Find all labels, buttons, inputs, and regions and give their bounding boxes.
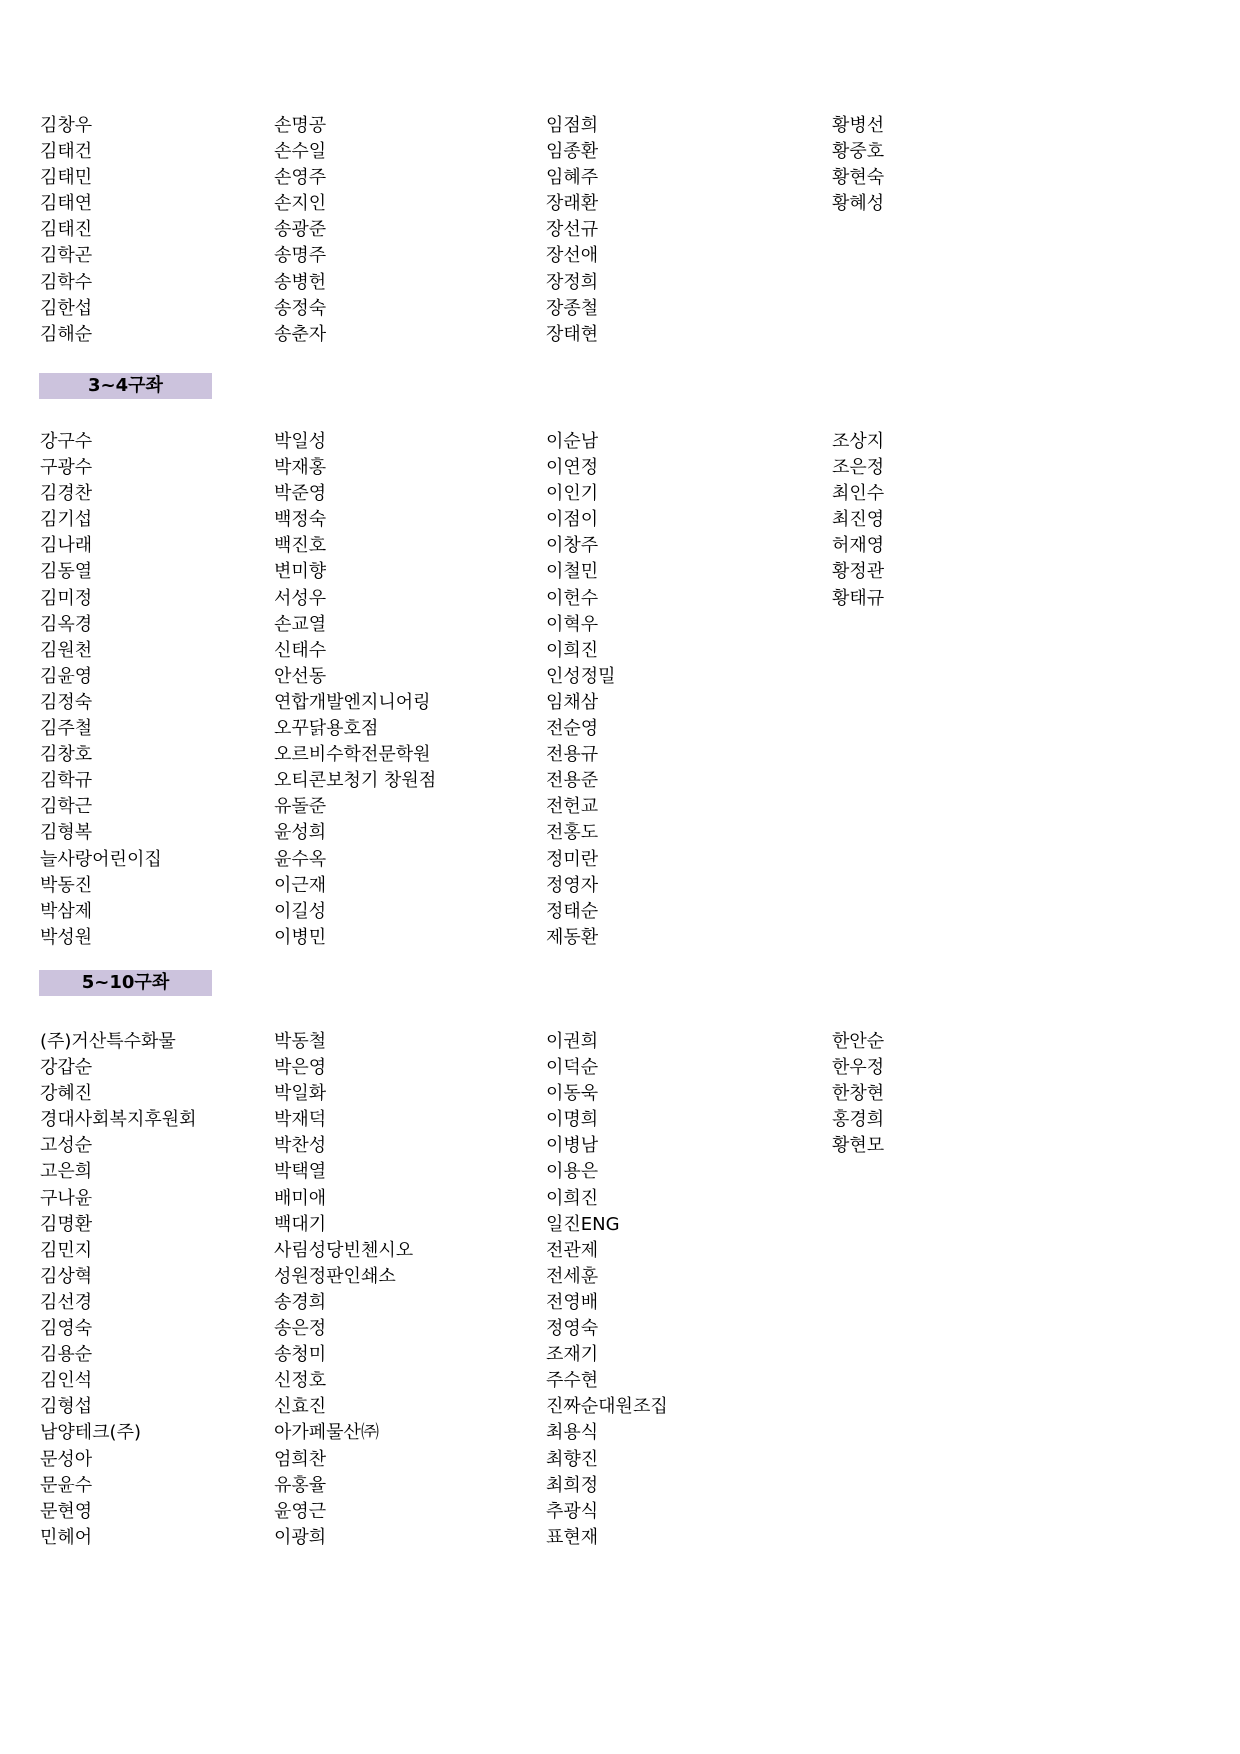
name-entry: 손수일 [274,141,327,163]
name-entry: 박삼제 [40,900,93,922]
name-entry [832,296,1032,322]
name-entry: 전영배 [546,1291,599,1313]
name-entry [832,1212,1032,1238]
name-entry: 손교열 [274,613,327,635]
name-entry: 아가페물산㈜ [274,1422,379,1444]
name-entry: 김정숙 [40,691,93,713]
name-entry: 김한섭 [40,297,93,319]
name-entry: 이덕순 [546,1057,599,1079]
name-entry: 표현재 [546,1526,599,1548]
name-entry: 윤영근 [274,1500,327,1522]
name-entry: 유홍율 [274,1474,327,1496]
name-entry: 문성아 [40,1448,93,1470]
name-entry: 신정호 [274,1370,327,1392]
name-entry: 늘사랑어린이집 [40,848,162,870]
name-entry: 전헌교 [546,796,599,818]
name-entry: 김동열 [40,561,93,583]
name-entry: 손영주 [274,167,327,189]
name-list-section-1 [40,113,1032,348]
name-entry: 장래환 [546,193,599,215]
name-entry: 구나윤 [40,1187,93,1209]
name-entry: 전관제 [546,1239,599,1261]
name-entry: 오르비수학전문학원 [274,744,431,766]
name-entry [832,820,1032,846]
name-entry: 문현영 [40,1500,93,1522]
section-header-3-4: 3~4구좌 [39,373,212,399]
name-entry: 제동환 [546,926,599,948]
name-entry: 조재기 [546,1344,599,1366]
name-entry: 송경희 [274,1291,327,1313]
name-entry: 박성원 [40,926,93,948]
name-entry [832,243,1032,269]
name-entry: 박준영 [274,483,327,505]
name-entry [832,1186,1032,1212]
name-entry [832,690,1032,716]
name-entry: 백정숙 [274,509,327,531]
name-entry: 김인석 [40,1370,93,1392]
name-entry: 한안순 [832,1031,885,1052]
name-entry: 전세훈 [546,1265,599,1287]
name-entry: 민헤어 [40,1526,93,1548]
name-entry: 송명주 [274,245,327,267]
name-entry: 전용규 [546,744,599,766]
name-entry: 임점희 [546,115,599,136]
name-entry: 장선규 [546,219,599,241]
name-entry: 김상혁 [40,1265,93,1287]
name-entry: 황현모 [832,1135,885,1157]
name-entry [832,1394,1032,1420]
name-entry: 김태민 [40,167,93,189]
name-entry: 오꾸닭용호점 [274,718,379,740]
name-entry [832,794,1032,820]
name-entry [832,768,1032,794]
name-entry [832,1264,1032,1290]
name-entry: 김영숙 [40,1318,93,1340]
name-entry [832,899,1032,925]
name-entry: 최용식 [546,1422,599,1444]
name-entry: 주수현 [546,1370,599,1392]
name-entry: 남양테크(주) [40,1422,141,1444]
name-entry: 송은정 [274,1318,327,1340]
name-entry: 이순남 [546,431,599,452]
name-entry: 이길성 [274,900,327,922]
name-entry: 이병민 [274,926,327,948]
name-entry: 김원천 [40,639,93,661]
name-entry [832,1238,1032,1264]
name-entry: 김용순 [40,1344,93,1366]
name-entry: 임종환 [546,141,599,163]
name-entry: 서성우 [274,587,327,609]
name-entry: 이광희 [274,1526,327,1548]
name-entry: 김선경 [40,1291,93,1313]
name-entry: 김학규 [40,770,93,792]
name-entry: 김미정 [40,587,93,609]
name-entry [832,1159,1032,1185]
name-entry: 손명공 [274,115,327,136]
name-entry: 김옥경 [40,613,93,635]
name-entry: 김기섭 [40,509,93,531]
name-entry: 한창현 [832,1083,885,1105]
name-entry: 정영자 [546,874,599,896]
name-entry: 박일성 [274,431,327,452]
name-entry: 윤성희 [274,822,327,844]
name-entry [832,1342,1032,1368]
name-entry: 홍경희 [832,1109,885,1131]
name-entry: 연합개발엔지니어링 [274,691,431,713]
name-entry: 신효진 [274,1396,327,1418]
name-entry: 김학근 [40,796,93,818]
name-entry: 이헌수 [546,587,599,609]
name-entry: 문윤수 [40,1474,93,1496]
name-entry: 임채삼 [546,691,599,713]
name-entry: 오티콘보청기 창원점 [274,770,437,792]
name-entry: 인성정밀 [546,665,616,687]
name-entry: 정태순 [546,900,599,922]
name-entry [832,847,1032,873]
name-entry: 박찬성 [274,1135,327,1157]
name-entry: 박택열 [274,1161,327,1183]
name-entry: 이혁우 [546,613,599,635]
name-entry: 최희정 [546,1474,599,1496]
name-entry: 신태수 [274,639,327,661]
name-entry [832,1420,1032,1446]
name-entry: 황현숙 [832,167,885,189]
name-entry: 황중호 [832,141,885,163]
name-entry [832,322,1032,348]
name-entry: 강혜진 [40,1083,93,1105]
name-entry: 이희진 [546,639,599,661]
name-entry: (주)거산특수화물 [40,1031,176,1052]
name-entry: 김창호 [40,744,93,766]
name-entry: 박동철 [274,1031,327,1052]
name-entry: 김태진 [40,219,93,241]
name-entry: 이명희 [546,1109,599,1131]
name-entry [832,638,1032,664]
name-entry: 김형섭 [40,1396,93,1418]
name-entry [832,1368,1032,1394]
name-entry: 장선애 [546,245,599,267]
name-entry: 김형복 [40,822,93,844]
name-entry: 성원정판인쇄소 [274,1265,396,1287]
name-entry: 김명환 [40,1213,93,1235]
name-entry: 백대기 [274,1213,327,1235]
name-entry: 이용은 [546,1161,599,1183]
name-entry: 변미향 [274,561,327,583]
name-entry: 이권희 [546,1031,599,1052]
name-entry: 전용준 [546,770,599,792]
name-entry [832,1316,1032,1342]
name-entry: 박재홍 [274,457,327,479]
name-entry: 황정관 [832,561,885,583]
name-entry: 사림성당빈첸시오 [274,1239,414,1261]
name-entry: 황태규 [832,587,885,609]
name-entry: 임혜주 [546,167,599,189]
name-entry: 전홍도 [546,822,599,844]
name-entry: 송광준 [274,219,327,241]
name-entry [832,664,1032,690]
name-entry: 조은정 [832,457,885,479]
name-entry: 송병헌 [274,271,327,293]
name-entry: 김학곤 [40,245,93,267]
name-entry: 김태연 [40,193,93,215]
name-entry: 유돌준 [274,796,327,818]
name-entry: 허재영 [832,535,885,557]
name-entry: 윤수옥 [274,848,327,870]
name-entry: 최진영 [832,509,885,531]
name-entry: 김창우 [40,115,93,136]
name-entry: 최향진 [546,1448,599,1470]
name-entry: 이철민 [546,561,599,583]
name-entry: 강구수 [40,431,93,452]
name-entry: 고성순 [40,1135,93,1157]
name-entry: 김주철 [40,718,93,740]
name-entry [832,925,1032,951]
name-entry: 이동욱 [546,1083,599,1105]
name-list-section-3-4 [40,429,1032,951]
name-entry: 김학수 [40,271,93,293]
name-entry: 이점이 [546,509,599,531]
name-entry: 백진호 [274,535,327,557]
name-entry [832,217,1032,243]
name-entry: 박재덕 [274,1109,327,1131]
name-entry: 이연정 [546,457,599,479]
name-entry: 배미애 [274,1187,327,1209]
name-entry: 안선동 [274,665,327,687]
name-entry: 장태현 [546,323,599,345]
section-header-5-10: 5~10구좌 [39,970,212,996]
name-entry: 최인수 [832,483,885,505]
name-entry: 황병선 [832,115,885,136]
name-entry: 황혜성 [832,193,885,215]
name-entry: 경대사회복지후원회 [40,1109,197,1131]
name-entry: 김민지 [40,1239,93,1261]
name-entry: 김경찬 [40,483,93,505]
name-entry: 박은영 [274,1057,327,1079]
name-entry: 이병남 [546,1135,599,1157]
name-entry: 김윤영 [40,665,93,687]
name-entry: 송정숙 [274,297,327,319]
name-entry: 한우정 [832,1057,885,1079]
name-entry: 조상지 [832,431,885,452]
name-entry: 장정희 [546,271,599,293]
name-entry: 구광수 [40,457,93,479]
name-entry [832,612,1032,638]
name-entry: 추광식 [546,1500,599,1522]
name-entry [832,1290,1032,1316]
name-entry: 이인기 [546,483,599,505]
name-entry: 손지인 [274,193,327,215]
name-entry: 김나래 [40,535,93,557]
name-entry: 김태건 [40,141,93,163]
name-entry: 일진ENG [546,1213,620,1235]
name-entry: 전순영 [546,718,599,740]
name-entry: 이창주 [546,535,599,557]
name-entry [832,742,1032,768]
name-entry: 진짜순대원조집 [546,1396,668,1418]
name-entry [832,873,1032,899]
name-entry: 박동진 [40,874,93,896]
name-entry: 장종철 [546,297,599,319]
name-entry: 정영숙 [546,1318,599,1340]
name-list-section-5-10 [40,1029,1032,1551]
name-entry: 정미란 [546,848,599,870]
name-entry: 송춘자 [274,323,327,345]
name-entry: 송청미 [274,1344,327,1366]
name-entry [832,716,1032,742]
name-entry [832,270,1032,296]
name-entry: 고은희 [40,1161,93,1183]
name-entry: 박일화 [274,1083,327,1105]
name-entry: 엄희찬 [274,1448,327,1470]
name-entry: 이희진 [546,1187,599,1209]
name-entry: 김해순 [40,323,93,345]
name-entry: 이근재 [274,874,327,896]
name-entry: 강갑순 [40,1057,93,1079]
